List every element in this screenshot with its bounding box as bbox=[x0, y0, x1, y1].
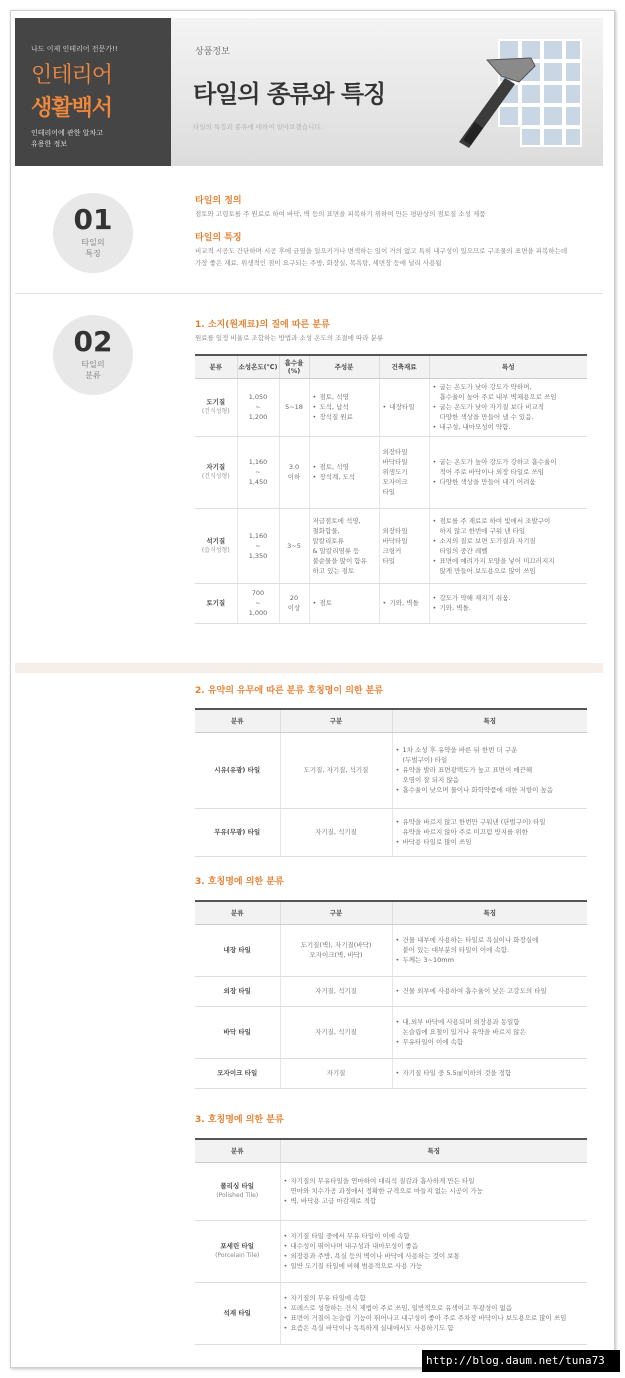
row-sub: (건식성형) bbox=[201, 408, 230, 415]
feature-item: • 유약을 발라 표면광택도가 높고 표면이 매끈해 오염이 잘 되지 않음 bbox=[396, 765, 585, 785]
feature-item: • 건물 외부에 사용하여 흡수율이 낮은 고강도의 타일 bbox=[396, 986, 585, 996]
temp-line: 1,450 bbox=[248, 478, 268, 486]
feature-item: • 건물 내부에 사용하는 타일로 욕실이나 화장실에 붙어 있는 대부분의 타일이 이에 속함. bbox=[396, 935, 585, 955]
use-line: 모자이크 bbox=[382, 478, 408, 486]
temp bbox=[241, 457, 276, 487]
kind-cell bbox=[280, 1058, 392, 1088]
column-header: 건축재료 bbox=[379, 355, 429, 378]
temp-line: ~ bbox=[255, 541, 261, 550]
feature-item: • 기와, 벽돌. bbox=[433, 603, 585, 613]
feature-item: • 강도가 약해 재지기 쉬움. bbox=[433, 593, 585, 603]
feature bbox=[284, 1176, 585, 1206]
column-header: 분류 bbox=[195, 901, 280, 924]
row-name: 시유(유광) 타일 bbox=[214, 766, 261, 774]
column-header: 소성온도(℃) bbox=[237, 355, 279, 378]
brand-title-line2: 생활백서 bbox=[31, 96, 113, 121]
row-name: 내장 타일 bbox=[223, 946, 251, 954]
feature-cell bbox=[392, 1058, 587, 1088]
main-component bbox=[313, 598, 376, 608]
feature bbox=[433, 593, 585, 613]
row-name-cell bbox=[195, 436, 237, 508]
feature bbox=[396, 986, 585, 996]
absorption-line: 이상 bbox=[287, 604, 301, 612]
feature-text-line2: 가장 좋은 재료. 위생적인 점이 요구되는 주방, 화장실, 목욕탕, 세면장 등에 널리 사용됨 bbox=[195, 259, 442, 267]
content-area bbox=[15, 18, 603, 1358]
feature-cell bbox=[392, 924, 587, 976]
column-header: 특징 bbox=[280, 1139, 587, 1162]
temp-line: 1,200 bbox=[248, 413, 268, 421]
feature-item: • 1차 소성 후 유약을 바른 뒤 한번 더 구운 (두벌구이) 타일 bbox=[396, 745, 585, 765]
use-line: 바닥타일 bbox=[382, 458, 408, 466]
row-name-cell bbox=[195, 583, 237, 623]
kind bbox=[284, 986, 389, 996]
feature-item: • 굽는 온도가 낮아 자기질 보다 비교적 다양한 색상을 만들어 낼 수 있음. bbox=[433, 402, 585, 422]
feature-item: • 흡수율이 낮으며 물이나 화학약품에 대한 저항이 높음 bbox=[396, 785, 585, 795]
row-name: 석재 타일 bbox=[223, 1309, 251, 1317]
row-name-cell bbox=[195, 808, 280, 856]
feature-item: • 자기질의 무유 타일에 속함 bbox=[284, 1293, 585, 1303]
divider bbox=[15, 293, 603, 294]
kind bbox=[284, 765, 389, 775]
kind-line: 도기질(벽), 자기질(바닥) bbox=[300, 941, 372, 949]
definition-text: 점토와 고령토를 주 원료로 하여 바닥, 벽 등의 표면을 피복하기 위하여 만든 평판상의 점토질 소성 제품 bbox=[195, 210, 486, 218]
table-name-usage bbox=[195, 900, 587, 1089]
absorption bbox=[283, 593, 306, 613]
blog-url: http://blog.daum.net/tuna73 bbox=[422, 1350, 620, 1372]
section-01-number: 01 bbox=[73, 203, 113, 236]
feature-item: • 내수성이 뛰어나며 내구성과 내마모성이 좋음 bbox=[284, 1241, 585, 1251]
brand-panel bbox=[15, 18, 171, 166]
brand-tagline: 나도 이제 인테리어 전문가!! bbox=[31, 45, 118, 53]
kind-line: 모자이크(벽, 바닥) bbox=[309, 951, 363, 959]
row-name: 석기질 bbox=[206, 536, 226, 545]
main-component bbox=[313, 516, 376, 576]
feature-item: • 표면이 거칠어 논슬립 기능이 뛰어나고 내구성이 좋아 주로 주차장 바닥이나 보도용으로 많이 쓰임 bbox=[284, 1313, 585, 1323]
feature bbox=[396, 1068, 585, 1078]
column-header: 분류 bbox=[195, 1139, 280, 1162]
use bbox=[383, 402, 426, 412]
row-name-cell bbox=[195, 1006, 280, 1058]
temp-line: 1,350 bbox=[248, 551, 268, 560]
table2-title: 2. 유약의 유무에 따른 분류 호칭명이 의한 분류 bbox=[195, 686, 384, 696]
table-row bbox=[195, 808, 587, 856]
main-component-cell bbox=[309, 436, 379, 508]
absorption-cell bbox=[279, 508, 309, 583]
kind-cell bbox=[280, 1006, 392, 1058]
brand-desc bbox=[31, 128, 171, 150]
temp bbox=[241, 531, 276, 561]
use-line: 크링커 bbox=[382, 546, 402, 555]
brand-title-line1: 인테리어 bbox=[31, 63, 113, 88]
row-name-cell bbox=[195, 924, 280, 976]
row-name: 바닥 타일 bbox=[223, 1028, 251, 1036]
row-name: 외장 타일 bbox=[223, 987, 251, 995]
feature-cell bbox=[429, 583, 587, 623]
use-cell bbox=[379, 583, 429, 623]
feature-text bbox=[195, 245, 595, 269]
table-row bbox=[195, 436, 587, 508]
table3-title: 3. 호칭명에 의한 분류 bbox=[195, 877, 284, 887]
temp-line: 1,160 bbox=[248, 458, 268, 466]
absorption-line: 20 bbox=[289, 594, 299, 602]
feature-cell bbox=[392, 1006, 587, 1058]
column-header: 구분 bbox=[280, 901, 392, 924]
row-name-cell bbox=[195, 1162, 280, 1220]
temp bbox=[241, 392, 276, 422]
table4-title: 3. 호칭명에 의한 분류 bbox=[195, 1115, 284, 1125]
table-row bbox=[195, 583, 587, 623]
temp-line: ~ bbox=[255, 599, 261, 607]
page-title: 타일의 종류와 특징 bbox=[193, 80, 386, 108]
kind-line: 자기질, 석기질 bbox=[315, 828, 357, 836]
table1-title: 1. 소지(원재료)의 질에 따른 분류 bbox=[195, 320, 330, 330]
column-header: 흡수율(%) bbox=[279, 355, 309, 378]
feature-item: • 자기질 타일 중에서 무유 타일이 이에 속함 bbox=[284, 1231, 585, 1241]
column-header: 주성분 bbox=[309, 355, 379, 378]
use-cell bbox=[379, 436, 429, 508]
feature bbox=[396, 935, 585, 965]
use-cell bbox=[379, 508, 429, 583]
row-name-cell bbox=[195, 976, 280, 1006]
main-component-item: • 장석계, 도석 bbox=[313, 472, 376, 482]
main-component-item: • 점토, 석영 bbox=[313, 392, 376, 402]
table-row bbox=[195, 1282, 587, 1344]
main-component-line: 불순물을 많이 함유 bbox=[312, 556, 367, 565]
row-name: 포세린 타일 bbox=[220, 1242, 255, 1250]
absorption-cell bbox=[279, 378, 309, 436]
main-component-line: 알칼리토류 bbox=[312, 536, 344, 545]
temp-line: ~ bbox=[255, 403, 261, 411]
kind bbox=[284, 827, 389, 837]
row-sub: (건식성형) bbox=[201, 473, 230, 480]
row-name: 도기질 bbox=[206, 398, 226, 406]
feature-item: • 외장용과 주방, 욕실 등의 벽이나 바닥에 사용하는 것이 보통 bbox=[284, 1251, 585, 1261]
feature-cell bbox=[429, 508, 587, 583]
feature-cell bbox=[392, 732, 587, 808]
use-line: 바닥타일 bbox=[382, 536, 408, 545]
brand-desc-line1: 인테리어에 관한 알차고 bbox=[31, 129, 104, 137]
row-name: 폴리싱 타일 bbox=[220, 1182, 255, 1190]
feature-item: • 벽, 바닥용 고급 마감재로 적합 bbox=[284, 1196, 585, 1206]
main-component-line: 철화합물, bbox=[312, 526, 340, 535]
category-label: 상품정보 bbox=[195, 47, 230, 57]
row-sub: (Polished Tile) bbox=[216, 1192, 259, 1199]
temp-line: ~ bbox=[255, 468, 261, 476]
feature bbox=[433, 516, 585, 576]
definition-title: 타일의 정의 bbox=[195, 196, 242, 206]
feature-cell bbox=[280, 1282, 587, 1344]
feature-title: 타일의 특징 bbox=[195, 233, 242, 243]
table1-desc: 원료를 일정 비율로 조합하는 방법과 소성 온도의 조절에 따라 분류 bbox=[195, 334, 384, 342]
section-02-label1: 타일의 bbox=[81, 360, 105, 369]
feature-cell bbox=[392, 808, 587, 856]
use-item: • 내장타일 bbox=[383, 402, 426, 412]
feature-cell bbox=[429, 378, 587, 436]
absorption-cell bbox=[279, 583, 309, 623]
temp-line: 1,000 bbox=[248, 609, 268, 617]
feature bbox=[396, 745, 585, 795]
section-01-label1: 타일의 bbox=[81, 238, 105, 247]
main-component-item: • 도석, 납석 bbox=[313, 402, 376, 412]
row-name-cell bbox=[195, 1058, 280, 1088]
feature-item: • 무유타일이 이에 속함 bbox=[396, 1037, 585, 1047]
column-header: 분류 bbox=[195, 709, 280, 732]
feature-item: • 프레스로 성형하는 건식 제법이 주로 쓰임, 일반적으로 유색이고 투광성이 없음 bbox=[284, 1303, 585, 1313]
feature-item: • 굽는 온도가 낮아 강도가 약하며, 흡수율이 높아 주로 내부 벽체용으로 쓰임 bbox=[433, 382, 585, 402]
use-line: 외장타일 bbox=[382, 526, 408, 535]
feature bbox=[284, 1293, 585, 1333]
kind-line: 도기질, 자기질, 석기질 bbox=[303, 766, 369, 774]
row-name-cell bbox=[195, 1220, 280, 1282]
use-line: 외장타일 bbox=[382, 448, 408, 456]
main-component-cell bbox=[309, 583, 379, 623]
main-component bbox=[313, 462, 376, 482]
temp bbox=[241, 588, 276, 618]
feature-cell bbox=[280, 1162, 587, 1220]
absorption-line: 5~18 bbox=[285, 403, 303, 411]
table-material bbox=[195, 354, 587, 624]
use-line: 타일 bbox=[382, 556, 396, 565]
temp-cell bbox=[237, 436, 279, 508]
temp-line: 1,160 bbox=[248, 531, 268, 540]
main-component-line: 저급점토에 석영, bbox=[312, 516, 361, 525]
main-component-item: • 점토 bbox=[313, 598, 376, 608]
kind-cell bbox=[280, 924, 392, 976]
section-02-label2: 분류 bbox=[85, 371, 101, 380]
feature-item: • 내구성, 내마모성이 약함. bbox=[433, 422, 585, 432]
header-banner bbox=[15, 18, 603, 166]
absorption bbox=[283, 402, 306, 412]
feature-item: • 유약을 바르지 않고 한번만 구워낸 (단벌구이) 타일 유약을 바르지 않아 주로 미끄럼 방지를 위한 bbox=[396, 817, 585, 837]
feature-item: • 요즘은 욕실 바닥이나 독특하게 실내에서도 사용하기도 함 bbox=[284, 1323, 585, 1333]
main-component-cell bbox=[309, 508, 379, 583]
section-band bbox=[15, 663, 603, 673]
hammer-icon bbox=[439, 52, 549, 152]
kind-cell bbox=[280, 808, 392, 856]
feature bbox=[433, 457, 585, 487]
table-row bbox=[195, 976, 587, 1006]
use bbox=[383, 447, 426, 497]
feature-item: • 표면에 얘려가지 모양을 넣어 미끄러지지 않게 만들어 보도용으로 많이 쓰임 bbox=[433, 556, 585, 576]
feature-item: • 일반 도기질 타일에 비해 범용적으로 사용 가능 bbox=[284, 1261, 585, 1271]
feature-cell bbox=[429, 436, 587, 508]
section-01-badge bbox=[53, 193, 133, 273]
table-row bbox=[195, 924, 587, 976]
row-name-cell bbox=[195, 732, 280, 808]
feature-item: • 점토를 주 재료로 하여 빛에서 조발구이 하지 않고 한번에 구워 낸 타일 bbox=[433, 516, 585, 536]
kind-cell bbox=[280, 732, 392, 808]
section-02-number: 02 bbox=[73, 325, 113, 358]
feature-item: • 다양한 색상을 만들어 내기 어려움 bbox=[433, 477, 585, 487]
feature-cell bbox=[392, 976, 587, 1006]
temp-cell bbox=[237, 378, 279, 436]
table-row bbox=[195, 1058, 587, 1088]
row-name-cell bbox=[195, 508, 237, 583]
page-subtitle: 타일의 특징과 종류에 대하여 알아보겠습니다. bbox=[193, 123, 323, 131]
feature-text-line1: 비교적 시공도 간단하며 시공 후에 균열을 일으키거나 변색하는 일이 거의 없고 특히 내구성이 있으므로 구조물의 표면을 피복하는데 bbox=[195, 247, 568, 255]
temp-line: 1,050 bbox=[248, 393, 268, 401]
absorption-line: 이하 bbox=[287, 473, 301, 481]
feature-cell bbox=[280, 1220, 587, 1282]
use-item: • 기와, 벽돌 bbox=[383, 598, 426, 608]
absorption bbox=[283, 462, 306, 482]
feature-item: • 소지의 질로 보면 도기질과 자기질 타일의 중간 레벨 bbox=[433, 536, 585, 556]
use bbox=[383, 598, 426, 608]
section-01-label2: 특징 bbox=[85, 249, 101, 258]
absorption-cell bbox=[279, 436, 309, 508]
row-name-cell bbox=[195, 378, 237, 436]
kind bbox=[284, 940, 389, 960]
table-row bbox=[195, 378, 587, 436]
feature bbox=[433, 382, 585, 432]
feature-item: • 자기질의 무유타일을 연마하여 대리석 질감과 흡사하게 만든 타일 연마와 치수가공 과정에서 정확한 규격으로 마들지 없는 시공이 가능 bbox=[284, 1176, 585, 1196]
kind-cell bbox=[280, 976, 392, 1006]
row-name: 모자이크 타일 bbox=[217, 1069, 258, 1077]
temp-cell bbox=[237, 508, 279, 583]
main-component-line: & 알칼리염류 등 bbox=[312, 546, 360, 555]
column-header: 특징 bbox=[392, 901, 587, 924]
table-row bbox=[195, 1162, 587, 1220]
absorption-line: 3~5 bbox=[287, 541, 301, 550]
table-name-type bbox=[195, 1138, 587, 1345]
brand-desc-line2: 유용한 정보 bbox=[31, 140, 68, 148]
absorption bbox=[283, 541, 306, 551]
feature-item: • 바닥용 타일로 많이 쓰임 bbox=[396, 837, 585, 847]
row-name: 토기질 bbox=[206, 599, 226, 607]
table-row bbox=[195, 732, 587, 808]
kind-line: 자기질, 석기질 bbox=[315, 1028, 357, 1036]
main-component-item: • 장석질 원료 bbox=[313, 412, 376, 422]
section-02-badge bbox=[53, 315, 133, 395]
main-component-item: • 점토, 석영 bbox=[313, 462, 376, 472]
kind bbox=[284, 1068, 389, 1078]
absorption-line: 3.0 bbox=[288, 463, 300, 471]
use-cell bbox=[379, 378, 429, 436]
use-line: 위생도기 bbox=[382, 468, 408, 476]
feature bbox=[396, 817, 585, 847]
feature-item: • 굽는 온도가 높아 강도가 강하고 흡수율이 적어 주로 바닥이나 외장 타일로 쓰임 bbox=[433, 457, 585, 477]
kind-line: 자기질, 석기질 bbox=[315, 987, 357, 995]
feature-item: • 내,외부 바닥에 사용되며 외장용과 동일함 논슬립에 요철이 있거나 유약을 바르지 않은 bbox=[396, 1017, 585, 1037]
row-name: 자기질 bbox=[206, 463, 226, 471]
main-component-cell bbox=[309, 378, 379, 436]
use-line: 타일 bbox=[382, 488, 396, 496]
column-header: 특성 bbox=[429, 355, 587, 378]
main-component bbox=[313, 392, 376, 422]
feature-item: • 두께는 3~10mm bbox=[396, 955, 585, 965]
row-name: 무유(무광) 타일 bbox=[214, 828, 261, 836]
row-sub: (습식성형) bbox=[201, 546, 230, 554]
feature-item: • 자기질 타일 중 5.5㎠이하의 것을 정함 bbox=[396, 1068, 585, 1078]
column-header: 분류 bbox=[195, 355, 237, 378]
use bbox=[383, 526, 426, 566]
table-row bbox=[195, 1220, 587, 1282]
row-name-cell bbox=[195, 1282, 280, 1344]
row-sub: (Porcelain Tile) bbox=[215, 1252, 260, 1259]
table-row bbox=[195, 508, 587, 583]
temp-line: 700 bbox=[251, 589, 265, 597]
column-header: 구분 bbox=[280, 709, 392, 732]
feature bbox=[396, 1017, 585, 1047]
table-row bbox=[195, 1006, 587, 1058]
table-glaze bbox=[195, 708, 587, 857]
kind bbox=[284, 1027, 389, 1037]
main-component-line: 하고 있는 점토 bbox=[312, 566, 355, 575]
column-header: 특징 bbox=[392, 709, 587, 732]
temp-cell bbox=[237, 583, 279, 623]
feature bbox=[284, 1231, 585, 1271]
kind-line: 자기질 bbox=[326, 1069, 346, 1077]
